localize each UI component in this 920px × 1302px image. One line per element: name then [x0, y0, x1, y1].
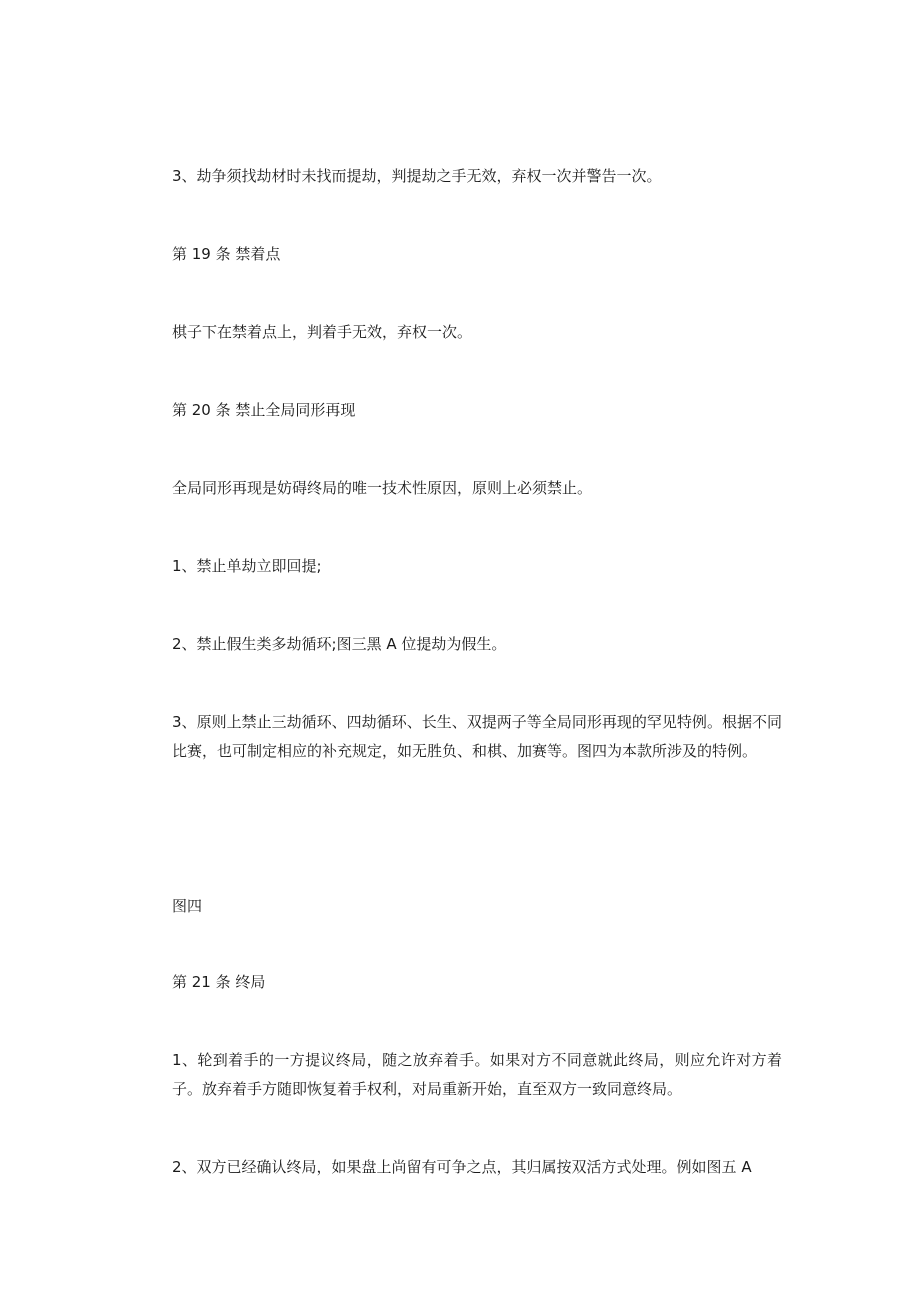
paragraph-article-21-item2: 2、双方已经确认终局，如果盘上尚留有可争之点，其归属按双活方式处理。例如图五 A — [172, 1158, 752, 1176]
heading-article-21: 第 21 条 终局 — [172, 973, 266, 991]
paragraph-article-20-intro: 全局同形再现是妨碍终局的唯一技术性原因，原则上必须禁止。 — [172, 479, 593, 497]
figure-caption-4: 图四 — [172, 897, 203, 915]
paragraph-article-20-item3: 3、原则上禁止三劫循环、四劫循环、长生、双提两子等全局同形再现的罕见特例。根据不同比赛，也可制定相应的补充规定，如无胜负、和棋、加赛等。图四为本款所涉及的特例。 — [172, 713, 782, 760]
paragraph-article-20-item2: 2、禁止假生类多劫循环;图三黑 A 位提劫为假生。 — [172, 635, 507, 653]
paragraph-article-19-body: 棋子下在禁着点上，判着手无效，弃权一次。 — [172, 323, 473, 341]
paragraph-article-20-item1: 1、禁止单劫立即回提; — [172, 557, 322, 575]
heading-article-20: 第 20 条 禁止全局同形再现 — [172, 401, 356, 419]
paragraph-rule18-item3: 3、劫争须找劫材时未找而提劫，判提劫之手无效，弃权一次并警告一次。 — [172, 167, 662, 185]
paragraph-article-21-item1: 1、轮到着手的一方提议终局，随之放弃着手。如果对方不同意就此终局，则应允许对方着子。放弃着手方随即恢复着手权利，对局重新开始，直至双方一致同意终局。 — [172, 1051, 782, 1098]
heading-article-19: 第 19 条 禁着点 — [172, 245, 281, 263]
